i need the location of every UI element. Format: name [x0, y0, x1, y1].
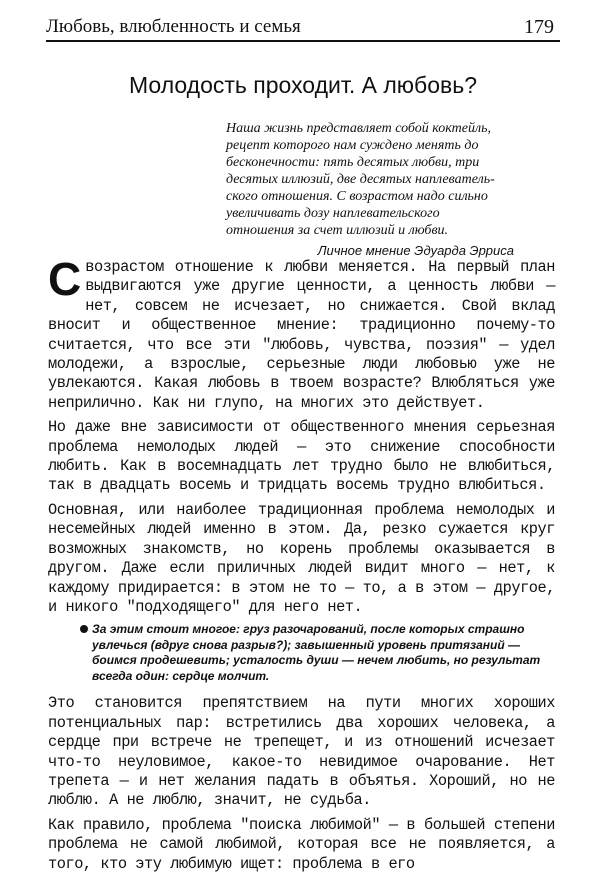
bullet-dot-icon: [80, 625, 88, 633]
paragraph-1-text: возрастом отношение к любви меняется. На первый план выдвигаются уже другие ценности, а ценность любви — нет, совсем не исчезает, но снижается. Свой вклад вносит и общественное мнение: традиционно почему-то считается, что все эти "любовь, чувства, поэзия" — удел молодежи, а взрослые, серьезные люди любовью уже не увлекаются. Какая любовь в твоем возрасте? Влюбляться уже неприлично. Как ни глупо, на многих это действует.: [48, 258, 555, 412]
running-title: Любовь, влюбленность и семья: [46, 16, 301, 37]
epigraph-line: ского отношения. С возрастом надо сильно: [226, 189, 488, 204]
epigraph-line: рецепт которого нам суждено менять до: [226, 138, 479, 153]
paragraph-1: [48, 253, 555, 413]
body-text: [48, 253, 555, 879]
drop-cap: С: [48, 253, 82, 305]
paragraph-5: Как правило, проблема "поиска любимой" — в большей степени проблема не самой любимой, которая все не появляется, а того, кто эту любимую ищет: проблема в его: [48, 815, 555, 873]
paragraph-2: Но даже вне зависимости от общественного мнения серьезная проблема немолодых людей — это снижение способности любить. Как в восемнадцать лет трудно было не влюбиться, так в двадцать восемь и тридцать восемь трудно влюбиться.: [48, 418, 555, 495]
sidenote: [48, 622, 555, 684]
epigraph: [226, 120, 552, 259]
epigraph-line: увеличивать дозу наплевательского: [226, 206, 440, 221]
page-number: 179: [524, 16, 554, 38]
epigraph-line: отношения за счет иллюзий и любви.: [226, 223, 449, 238]
sidenote-text: За этим стоит многое: груз разочарований, после которых страшно увлечься (вдруг снова разрыв?); завышенный уровень притязаний — боимся продешевить; усталость души — нечем любить, но результат всегда один: сердце молчит.: [92, 622, 541, 683]
epigraph-attribution: Личное мнение Эдуарда Эрриса: [317, 243, 514, 258]
epigraph-line: Наша жизнь представляет собой коктейль,: [226, 121, 491, 136]
paragraph-3: Основная, или наиболее традиционная проблема немолодых и несемейных людей именно в этом. Да, резко сужается круг возможных знакомств, но корень проблемы оказывается в другом. Даже если приличных людей видит много — нет, к каждому придирается: в этом не то — то, а в этом — другое, и никого "подходящего" для него нет.: [48, 500, 555, 616]
chapter-title: Молодость проходит. А любовь?: [129, 72, 477, 98]
epigraph-line: десятых иллюзий, две десятых наплеватель-: [226, 172, 495, 187]
paragraph-4: Это становится препятствием на пути многих хороших потенциальных пар: встретились два хороших человека, а сердце при встрече не трепещет, и из отношений исчезает что-то неуловимое, какое-то невидимое очарование. Нет трепета — и нет желания падать в объятья. Хороший, но не люблю. А не люблю, значит, не судьба.: [48, 694, 555, 810]
epigraph-line: бесконечности: пять десятых любви, три: [226, 155, 480, 170]
running-header: [46, 14, 560, 42]
